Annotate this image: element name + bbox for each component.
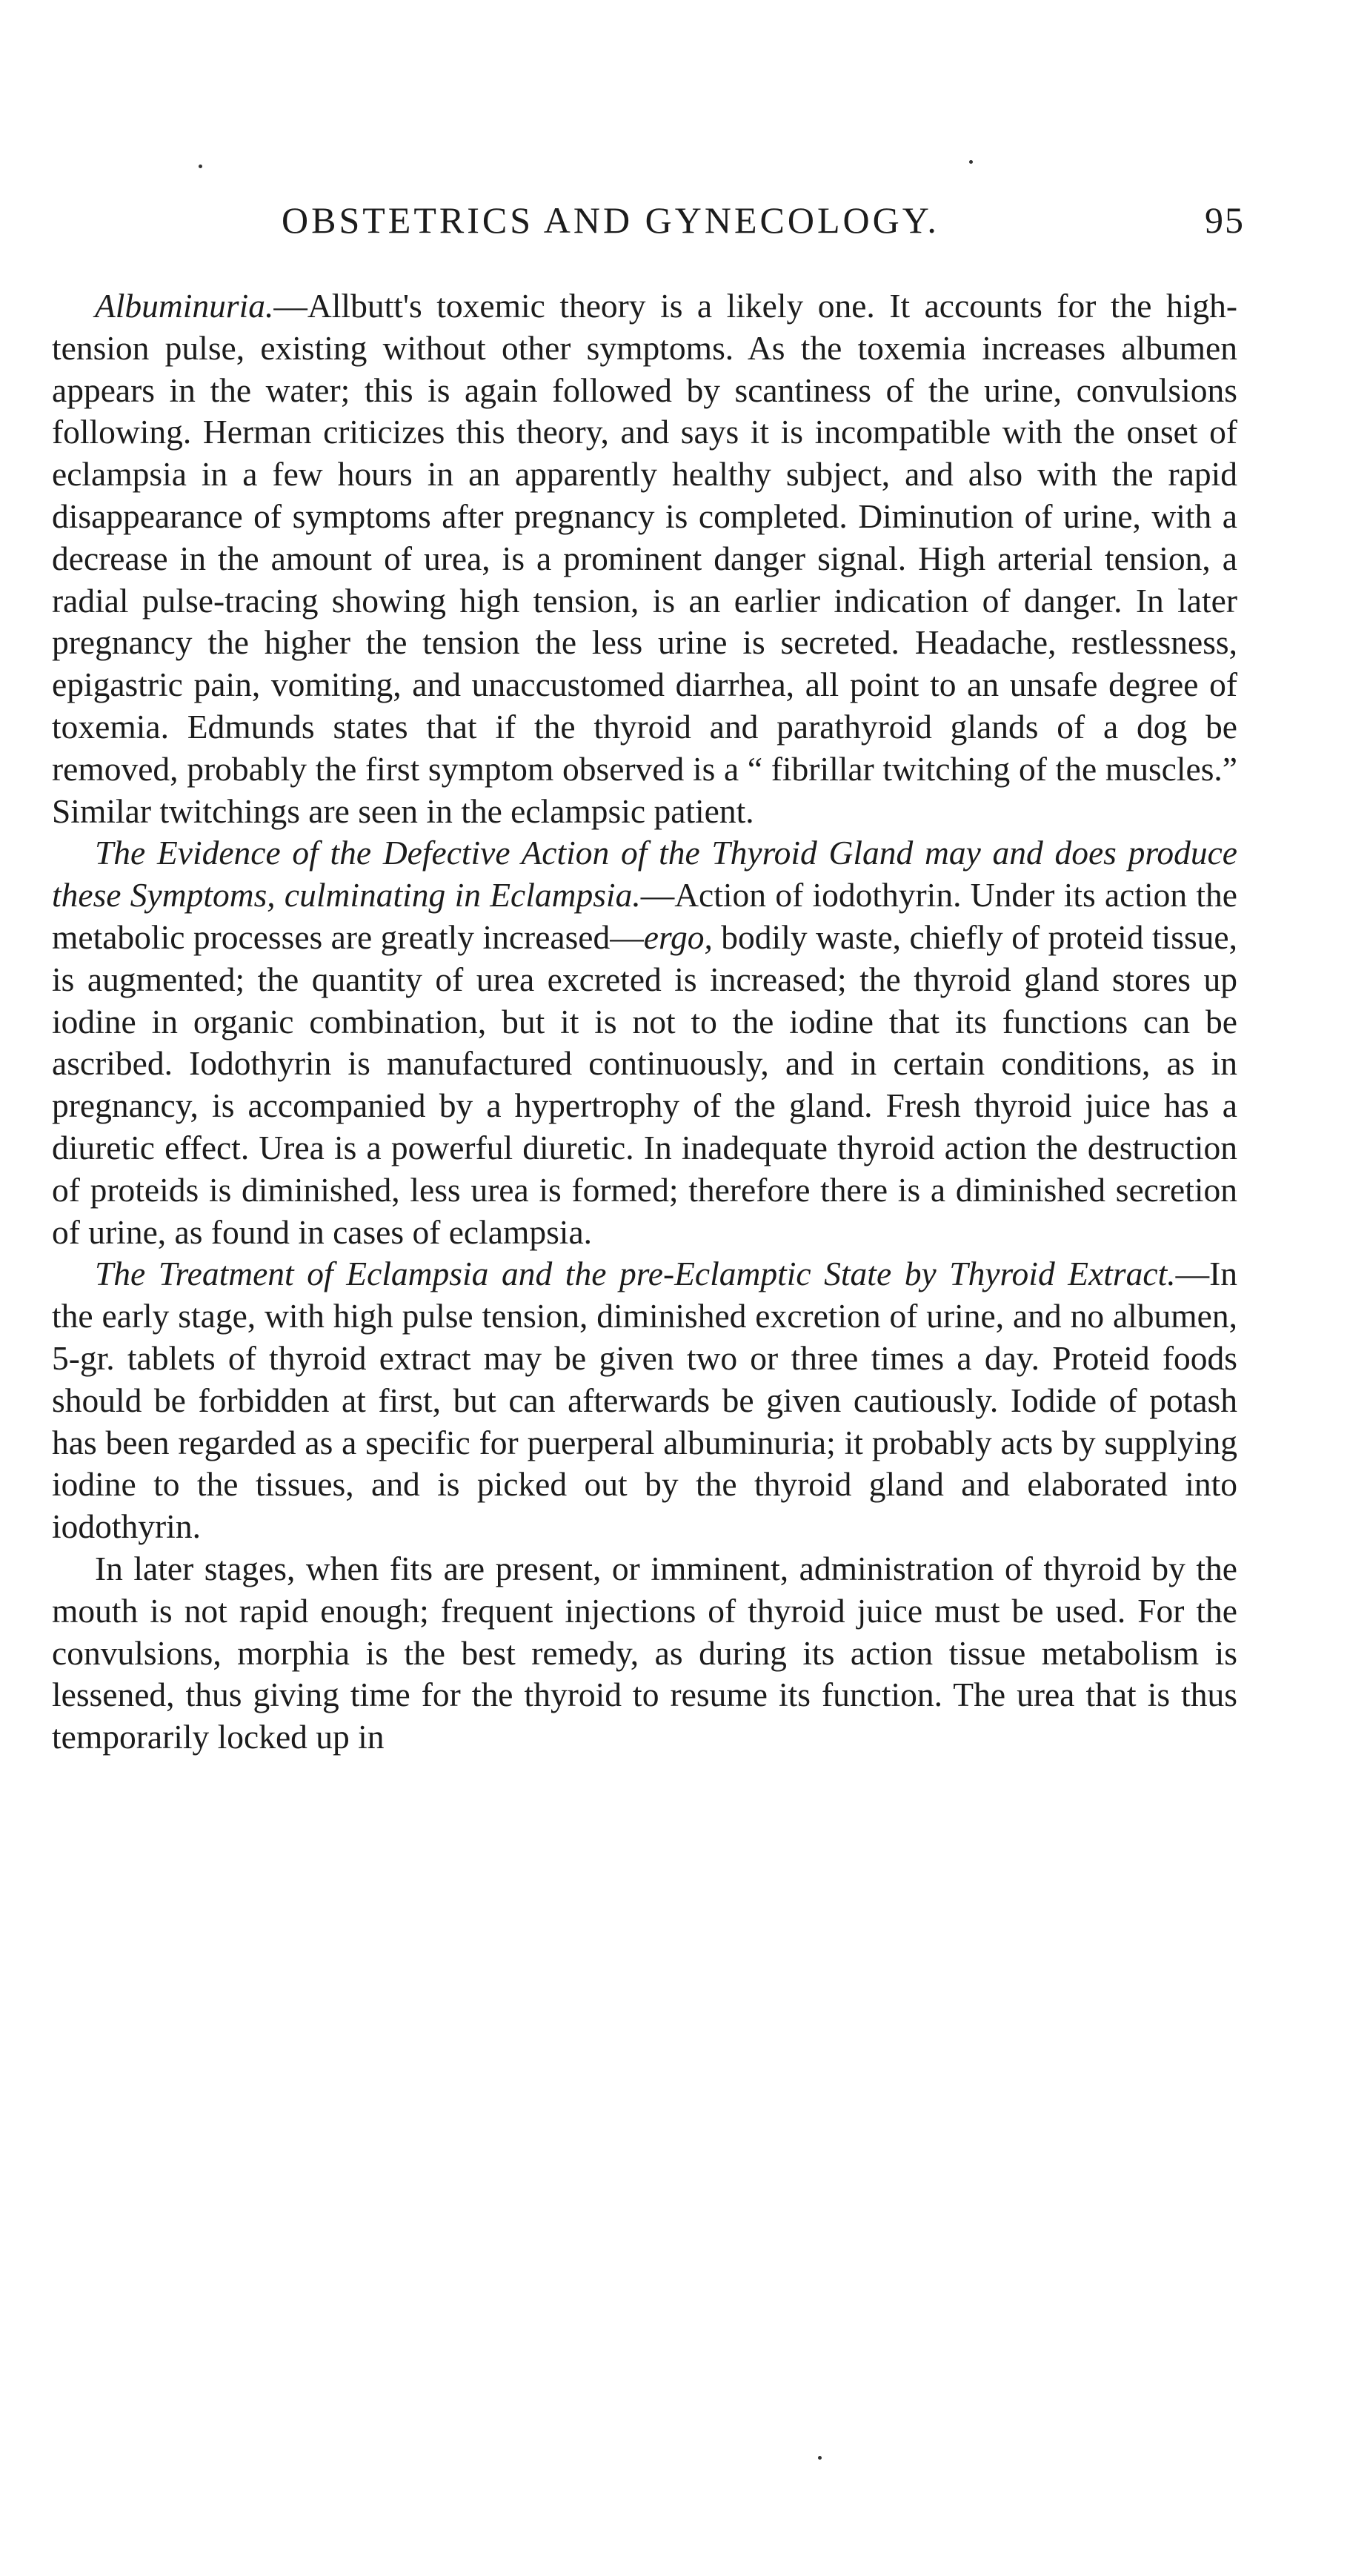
paragraph-heading: The Evidence of the Defective Action of the Thyroid Gland may and does produce these Symptoms, culminating in Eclampsia. — [52, 834, 1237, 914]
paragraph-later-stages — [52, 1548, 1237, 1759]
body-text — [52, 285, 1237, 1759]
paragraph-heading: Albuminuria. — [95, 287, 274, 325]
paragraph-heading: The Treatment of Eclampsia and the pre-Eclamptic State by Thyroid Extract. — [95, 1255, 1176, 1293]
paragraph-text: In later stages, when fits are present, or imminent, administration of thyroid by the mouth is not rapid enough; frequent injections of thyroid juice must be used. For the convulsions, morphia is the best remedy, as during its action tissue metabolism is lessened, thus giving time for the thyroid to resume its function. The urea that is thus temporarily locked up in — [52, 1549, 1237, 1756]
paragraph-albuminuria — [52, 285, 1237, 832]
print-speck — [199, 165, 202, 168]
inline-italic-term: ergo, — [643, 917, 713, 956]
page-number: 95 — [1205, 199, 1245, 241]
paragraph-text: —In the early stage, with high pulse tension, diminished excretion of urine, and no albumen, 5-gr. tablets of thyroid extract may be given two or three times a day. Proteid foods should be forbidden at first, but can afterwards be given cautiously. Iodide of potash has been regarded as a specific for puerperal albuminuria; it probably acts by supplying iodine to the tissues, and is picked out by the thyroid gland and elaborated into iodothyrin. — [52, 1255, 1237, 1546]
paragraph-text-continued: bodily waste, chiefly of proteid tissue, is augmented; the quantity of urea excreted is increased; the thyroid gland stores up iodine in organic combination, but it is not to the iodine that its functions can be ascribed. Iodothyrin is manufactured continuously, and in certain conditions, as in pregnancy, is accompanied by a hypertrophy of the gland. Fresh thyroid juice has a diuretic effect. Urea is a powerful diuretic. In inadequate thyroid action the destruction of proteids is diminished, less urea is formed; therefore there is a diminished secretion of urine, as found in cases of eclampsia. — [52, 917, 1237, 1251]
print-speck — [969, 160, 973, 164]
running-header — [282, 199, 1245, 250]
paragraph-treatment — [52, 1253, 1237, 1548]
paragraph-text: —Allbutt's toxemic theory is a likely one. It accounts for the high-tension pulse, existing without other symptoms. As the toxemia increases albumen appears in the water; this is again followed by scantiness of the urine, convulsions following. Herman criticizes this theory, and says it is incompatible with the onset of eclampsia in a few hours in an apparently healthy subject, and also with the rapid disappearance of symptoms after pregnancy is completed. Diminution of urine, with a decrease in the amount of urea, is a prominent danger signal. High arterial tension, a radial pulse-tracing showing high tension, is an earlier indication of danger. In later pregnancy the higher the tension the less urine is secreted. Headache, restlessness, epigastric pain, vomiting, and unaccustomed diarrhea, all point to an unsafe degree of toxemia. Edmunds states that if the thyroid and parathyroid glands of a dog be removed, probably the first symptom observed is a “ fibrillar twitching of the muscles.” Similar twitchings are seen in the eclampsic patient. — [52, 287, 1237, 830]
paragraph-text: —Action of iodothyrin. Under its action the metabolic processes are greatly increased— — [52, 876, 1237, 956]
paragraph-thyroid-evidence — [52, 832, 1237, 1253]
running-title: OBSTETRICS AND GYNECOLOGY. — [282, 199, 939, 241]
print-speck — [818, 2456, 822, 2460]
